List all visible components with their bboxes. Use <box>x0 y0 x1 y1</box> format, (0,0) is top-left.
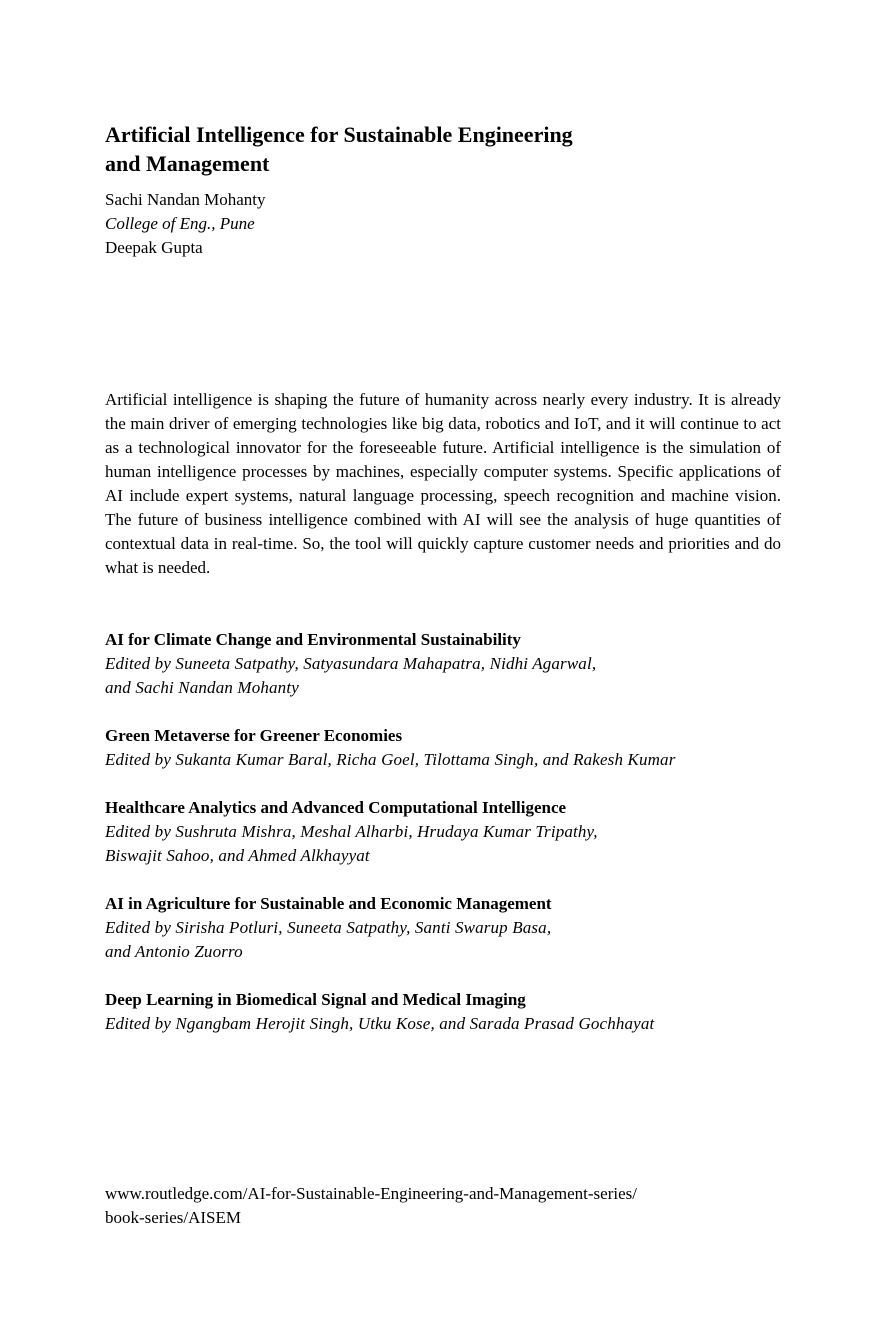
book-editors-line: and Sachi Nandan Mohanty <box>105 678 299 697</box>
series-url-line-1: www.routledge.com/AI-for-Sustainable-Engineering-and-Management-series/ <box>105 1184 637 1203</box>
book-entry <box>105 892 785 964</box>
book-list <box>105 628 785 1060</box>
book-title: AI for Climate Change and Environmental Sustainability <box>105 630 521 649</box>
book-editors-line: Edited by Sirisha Potluri, Suneeta Satpathy, Santi Swarup Basa, <box>105 918 552 937</box>
book-title: Deep Learning in Biomedical Signal and Medical Imaging <box>105 990 526 1009</box>
series-page <box>105 120 781 1033</box>
book-editors-line: Edited by Sukanta Kumar Baral, Richa Goel, Tilottama Singh, and Rakesh Kumar <box>105 750 676 769</box>
series-title-line-2: and Management <box>105 151 270 176</box>
book-entry <box>105 628 785 700</box>
book-editors-line: and Antonio Zuorro <box>105 942 243 961</box>
series-editor-name: Sachi Nandan Mohanty <box>105 190 266 209</box>
book-title: Healthcare Analytics and Advanced Computational Intelligence <box>105 798 567 817</box>
book-editors-line: Biswajit Sahoo, and Ahmed Alkhayyat <box>105 846 370 865</box>
series-title-line-1: Artificial Intelligence for Sustainable Engineering <box>105 122 573 147</box>
series-description: Artificial intelligence is shaping the future of humanity across nearly every industry. It is already the main driver of emerging technologies like big data, robotics and IoT, and it will continue to act as a technological innovator for the foreseeable future. Artificial intelligence is the simulation of human intelligence processes by machines, especially computer systems. Specific applications of AI include expert systems, natural language processing, speech recognition and machine vision. The future of business intelligence combined with AI will see the analysis of huge quantities of contextual data in real-time. So, the tool will quickly capture customer needs and priorities and do what is needed. <box>105 390 781 577</box>
series-editor-name: Deepak Gupta <box>105 238 203 257</box>
series-url-line-2: book-series/AISEM <box>105 1208 241 1227</box>
book-editors-line: Edited by Suneeta Satpathy, Satyasundara Mahapatra, Nidhi Agarwal, <box>105 654 597 673</box>
book-editors-line: Edited by Ngangbam Herojit Singh, Utku Kose, and Sarada Prasad Gochhayat <box>105 1014 655 1033</box>
book-title: AI in Agriculture for Sustainable and Economic Management <box>105 894 552 913</box>
book-entry <box>105 796 785 868</box>
series-editor-affiliation: College of Eng., Pune <box>105 214 255 233</box>
series-title <box>105 120 665 178</box>
book-entry <box>105 724 785 772</box>
series-editors <box>105 188 781 260</box>
book-editors-line: Edited by Sushruta Mishra, Meshal Alharbi, Hrudaya Kumar Tripathy, <box>105 822 598 841</box>
book-title: Green Metaverse for Greener Economies <box>105 726 403 745</box>
book-entry <box>105 988 785 1036</box>
series-url <box>105 1182 795 1230</box>
